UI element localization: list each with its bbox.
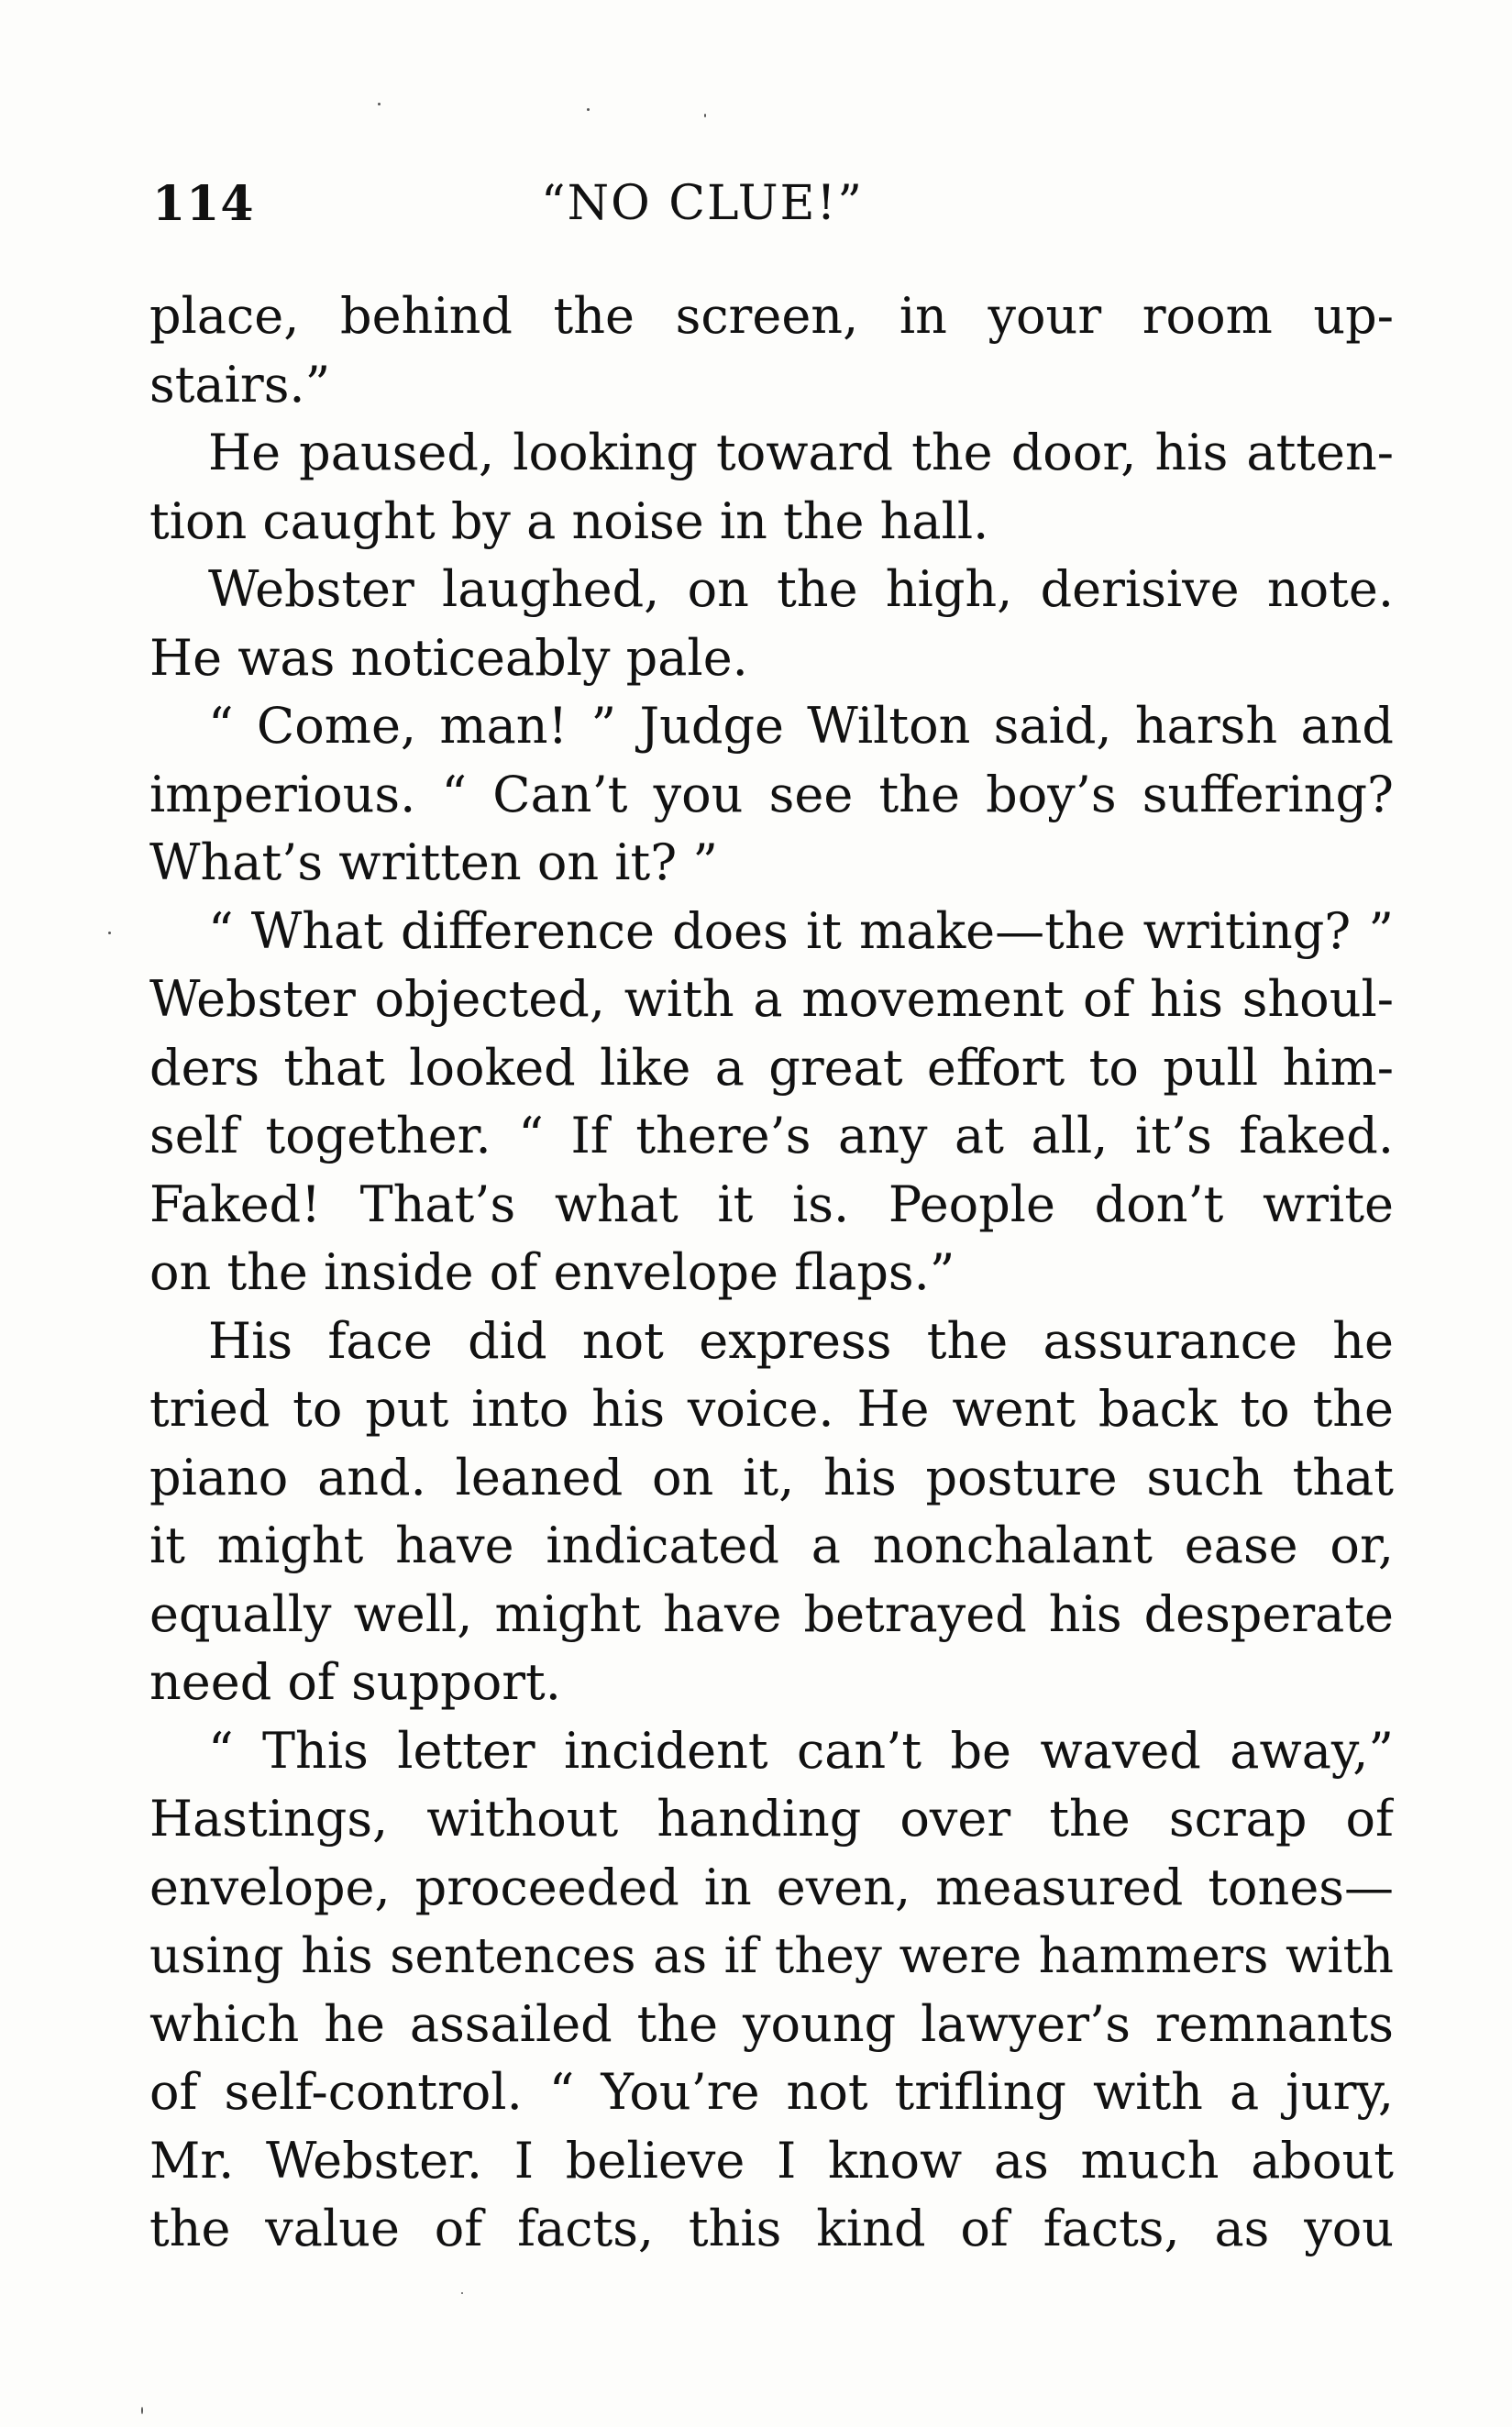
text-line: equally well, might have betrayed his desperate (149, 1584, 1394, 1643)
text-line: the value of facts, this kind of facts, as you (149, 2200, 1394, 2257)
text-line: Mr. Webster. I believe I know as much about (149, 2131, 1394, 2190)
text-line: piano and. leaned on it, his posture such that (149, 1448, 1394, 1506)
text-line: Webster laughed, on the high, derisive note. (208, 560, 1394, 618)
text-line: on the inside of envelope flaps.” (149, 1243, 955, 1301)
print-speck (108, 932, 111, 934)
text-line: self together. “ If there’s any at all, it’s faked. (149, 1107, 1394, 1164)
print-speck (704, 114, 706, 117)
print-speck (461, 2292, 463, 2294)
print-speck (141, 2407, 143, 2414)
text-line: using his sentences as if they were hammers with (149, 1927, 1394, 1984)
text-line: need of support. (149, 1653, 561, 1711)
running-head: “NO CLUE!” (541, 176, 864, 231)
text-line: tried to put into his voice. He went back to the (149, 1380, 1394, 1438)
text-line: What’s written on it? ” (149, 833, 718, 891)
text-line: which he assailed the young lawyer’s remnants (149, 1994, 1394, 2053)
page-number: 114 (152, 176, 255, 232)
text-line: He was noticeably pale. (149, 628, 748, 687)
text-line: He paused, looking toward the door, his atten- (208, 424, 1394, 481)
text-line: His face did not express the assurance he (208, 1311, 1394, 1370)
text-line: place, behind the screen, in your room up- (149, 287, 1394, 345)
text-line: “ This letter incident can’t be waved away,” (208, 1721, 1394, 1780)
text-line: “ What difference does it make—the writing? ” (208, 901, 1394, 960)
page-header (147, 176, 1394, 240)
text-line: envelope, proceeded in even, measured tones— (149, 1858, 1394, 1916)
text-line: stairs.” (149, 355, 331, 414)
text-line: Faked! That’s what it is. People don’t write (149, 1175, 1394, 1233)
text-line: Hastings, without handing over the scrap of (149, 1790, 1394, 1848)
print-speck (378, 103, 381, 105)
text-line: imperious. “ Can’t you see the boy’s suffering? (149, 765, 1394, 823)
text-line: Webster objected, with a movement of his shoul- (149, 970, 1394, 1028)
text-line: ders that looked like a great effort to pull him- (149, 1038, 1394, 1097)
text-line: of self-control. “ You’re not trifling with a jury, (149, 2063, 1394, 2121)
text-line: it might have indicated a nonchalant ease or, (149, 1517, 1394, 1574)
text-line: “ Come, man! ” Judge Wilton said, harsh and (208, 697, 1394, 755)
print-speck (587, 108, 590, 111)
text-line: tion caught by a noise in the hall. (149, 491, 989, 550)
body-text (149, 282, 1394, 2264)
